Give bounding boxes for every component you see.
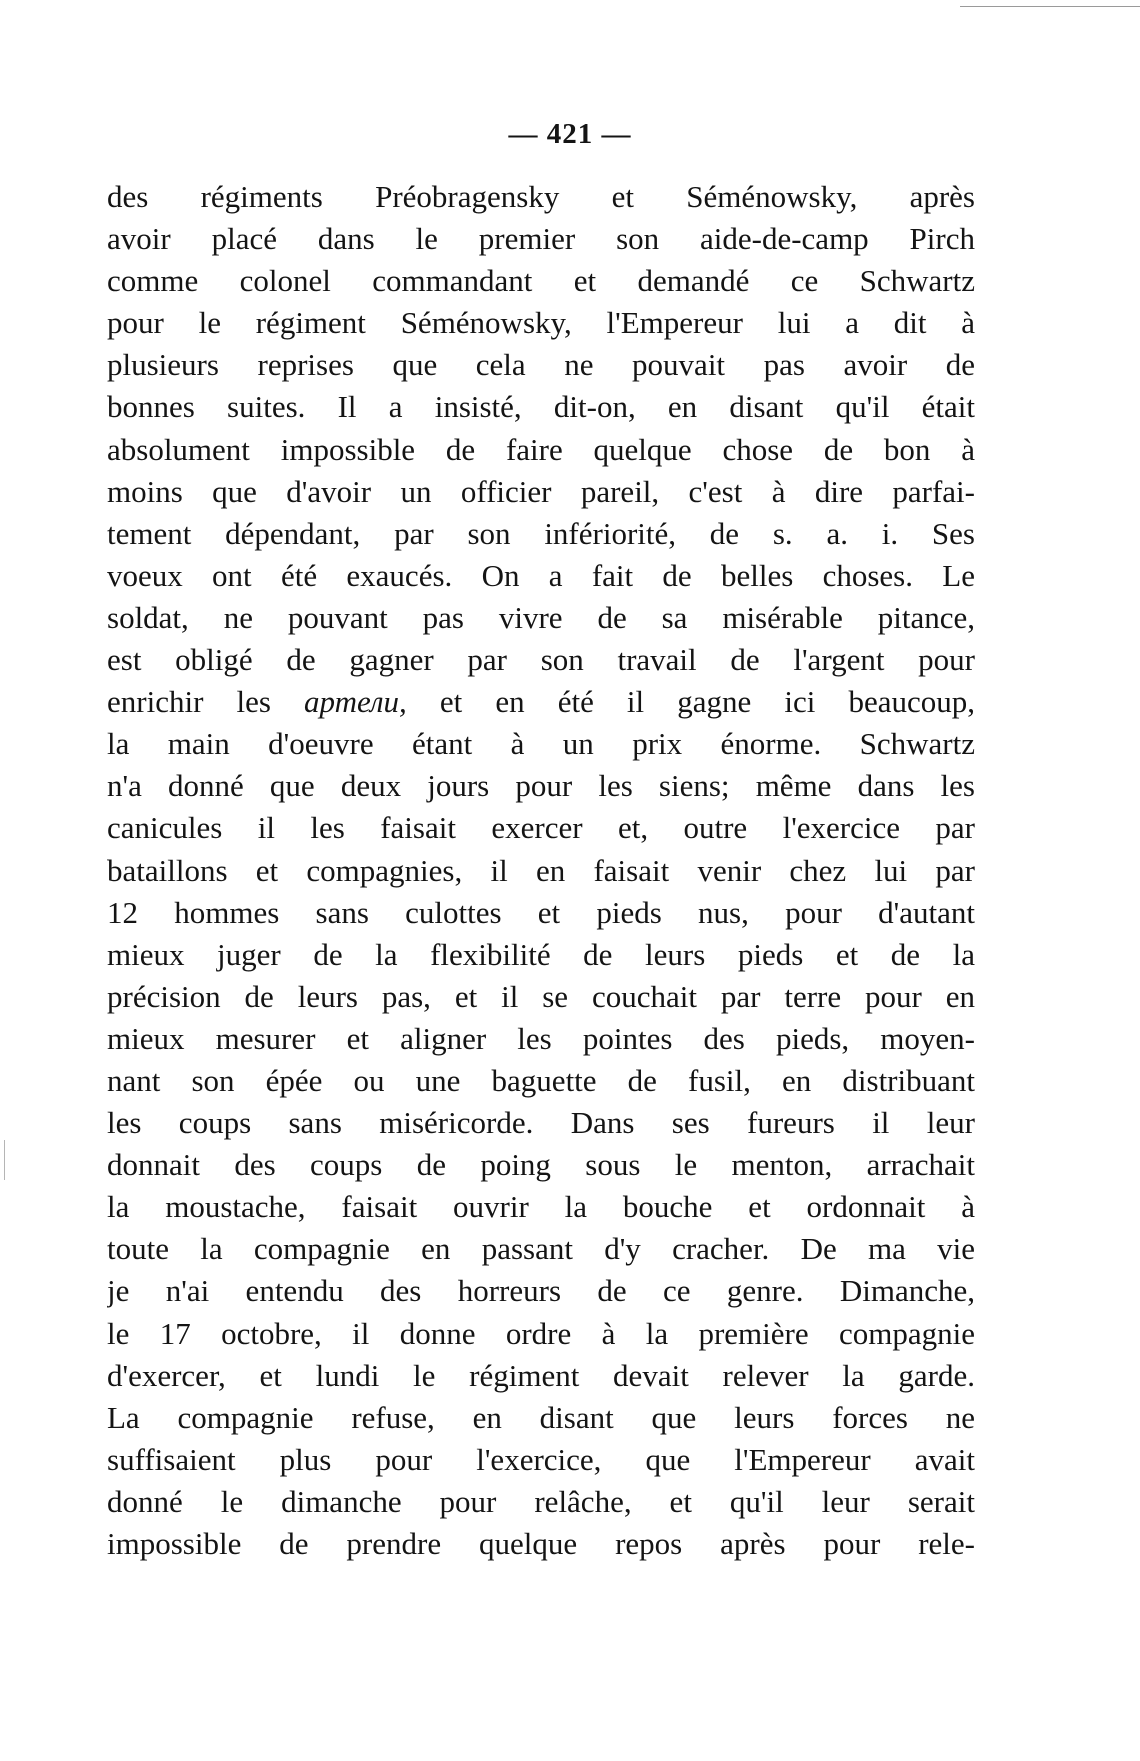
text-line: des régiments Préobragensky et Séménowsky, après bbox=[107, 179, 975, 214]
text-segment: enrichir les bbox=[107, 684, 305, 720]
text-line: suffisaient plus pour l'exercice, que l'Empereur avait bbox=[107, 1441, 975, 1477]
text-segment: et en été il gagne ici beaucoup, bbox=[406, 684, 975, 720]
text-line: je n'ai entendu des horreurs de ce genre. Dimanche, bbox=[107, 1273, 975, 1309]
text-line: plusieurs reprises que cela ne pouvait pas avoir de bbox=[107, 347, 975, 383]
text-line: voeux ont été exaucés. On a fait de belles choses. Le bbox=[107, 557, 975, 593]
text-line: nant son épée ou une baguette de fusil, en distribuant bbox=[107, 1062, 975, 1098]
text-line: d'exercer, et lundi le régiment devait relever la garde. bbox=[107, 1357, 975, 1393]
text-line: impossible de prendre quelque repos après pour rele- bbox=[107, 1526, 975, 1561]
text-line: 12 hommes sans culottes et pieds nus, pour d'autant bbox=[107, 894, 975, 930]
text-line bbox=[107, 681, 975, 723]
text-line: la moustache, faisait ouvrir la bouche et ordonnait à bbox=[107, 1189, 975, 1225]
text-line: tement dépendant, par son infériorité, de s. a. i. Ses bbox=[107, 515, 975, 551]
text-line: La compagnie refuse, en disant que leurs forces ne bbox=[107, 1399, 975, 1435]
text-line: bonnes suites. Il a insisté, dit-on, en disant qu'il était bbox=[107, 389, 975, 425]
text-line: moins que d'avoir un officier pareil, c'est à dire parfai- bbox=[107, 473, 975, 509]
text-line: n'a donné que deux jours pour les siens; même dans les bbox=[107, 768, 975, 804]
text-line: le 17 octobre, il donne ordre à la première compagnie bbox=[107, 1315, 975, 1351]
text-line: la main d'oeuvre étant à un prix énorme. Schwartz bbox=[107, 726, 975, 762]
russian-word-italic: артели, bbox=[304, 684, 407, 720]
text-line: bataillons et compagnies, il en faisait venir chez lui par bbox=[107, 852, 975, 888]
page-number: — 421 — bbox=[508, 118, 632, 150]
scan-margin-mark bbox=[4, 1140, 5, 1180]
text-line: toute la compagnie en passant d'y cracher. De ma vie bbox=[107, 1231, 975, 1267]
text-line: mieux juger de la flexibilité de leurs pieds et de la bbox=[107, 936, 975, 972]
text-line: donné le dimanche pour relâche, et qu'il leur serait bbox=[107, 1483, 975, 1519]
body-text bbox=[107, 176, 975, 1565]
text-line: les coups sans miséricorde. Dans ses fureurs il leur bbox=[107, 1105, 975, 1141]
text-line: est obligé de gagner par son travail de l'argent pour bbox=[107, 642, 975, 678]
text-line: pour le régiment Séménowsky, l'Empereur lui a dit à bbox=[107, 305, 975, 341]
text-line: donnait des coups de poing sous le menton, arrachait bbox=[107, 1147, 975, 1183]
text-line: mieux mesurer et aligner les pointes des pieds, moyen- bbox=[107, 1020, 975, 1056]
text-line: soldat, ne pouvant pas vivre de sa misérable pitance, bbox=[107, 599, 975, 635]
text-line: canicules il les faisait exercer et, outre l'exercice par bbox=[107, 810, 975, 846]
text-line: comme colonel commandant et demandé ce Schwartz bbox=[107, 263, 975, 299]
text-line: absolument impossible de faire quelque chose de bon à bbox=[107, 431, 975, 467]
text-line: précision de leurs pas, et il se couchait par terre pour en bbox=[107, 978, 975, 1014]
text-line: avoir placé dans le premier son aide-de-camp Pirch bbox=[107, 221, 975, 257]
scan-edge-line bbox=[960, 6, 1140, 7]
